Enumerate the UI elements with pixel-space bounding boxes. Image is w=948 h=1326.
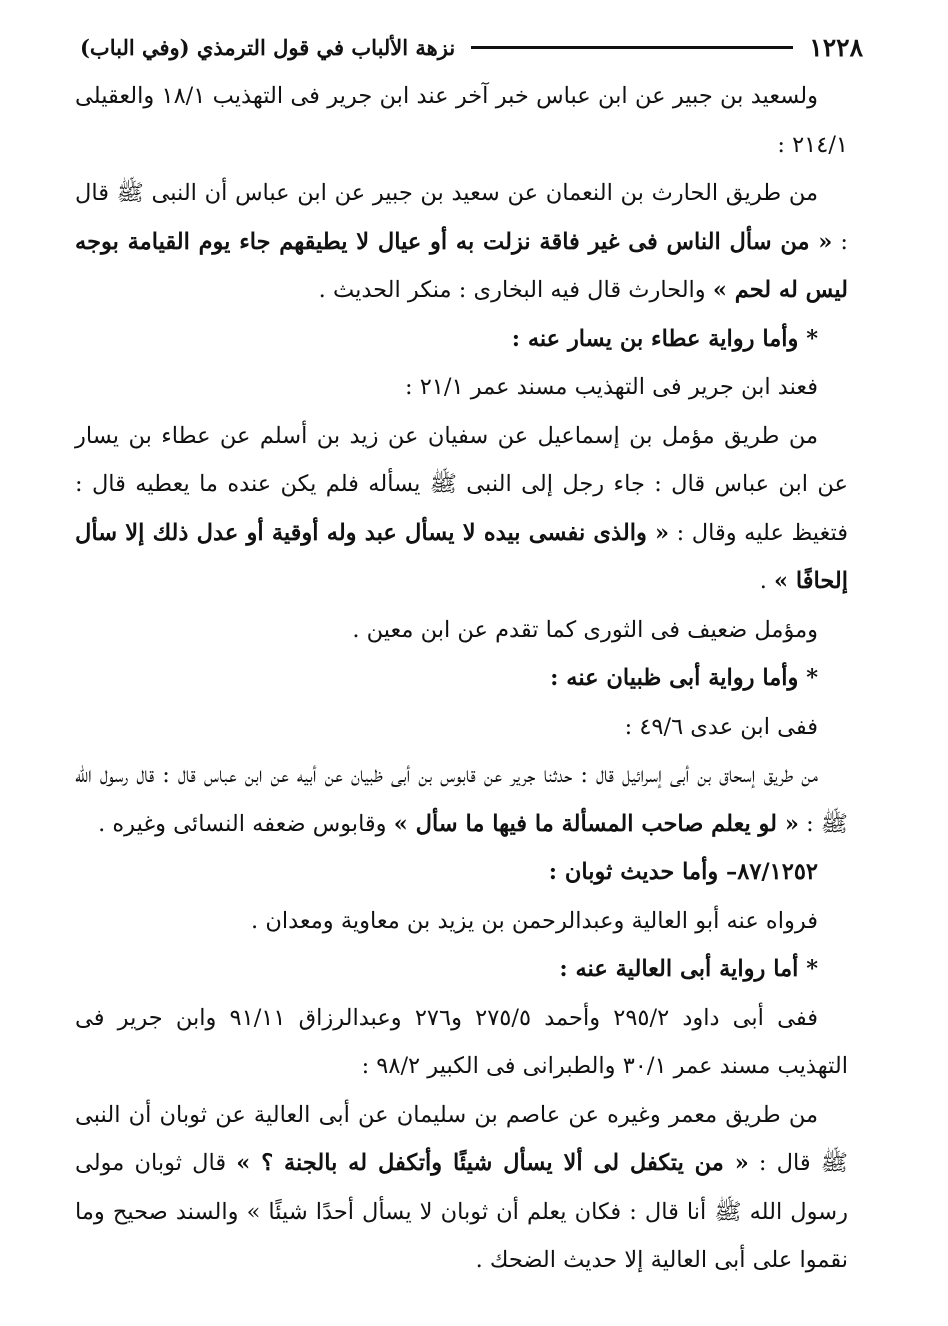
header-rule (471, 46, 793, 49)
running-title: نزهة الألباب في قول الترمذي (وفي الباب) (80, 34, 456, 60)
quoted-hadith-text: وأما رواية أبى ظبيان عنه : (550, 665, 799, 691)
text-run: وقابوس ضعفه النسائى وغيره . (98, 810, 394, 837)
text-run: والحارث قال فيه البخارى : منكر الحديث . (318, 277, 713, 303)
text-run: من طريق الحارث بن النعمان عن سعيد بن جبير عن ابن عباس أن النبى ﷺ قال : (75, 180, 848, 255)
text-run: قال ثوبان مولى رسول الله ﷺ أنا قال : فكان يعلم أن ثوبان لا يسأل أحدًا شيئًا » والسند صحيح وما نقموا على أبى العالية إلا حديث الضحك . (75, 1150, 848, 1273)
quoted-hadith-text: « من سأل الناس فى غير فاقة نزلت به أو عيال لا يطيقهم جاء يوم القيامة بوجه ليس له لحم » (75, 228, 848, 303)
section-heading (75, 315, 848, 364)
paragraph (75, 72, 848, 169)
asterisk-marker: * (806, 956, 818, 982)
text-run: . (759, 568, 774, 594)
section-heading (75, 848, 848, 897)
paragraph (75, 1091, 848, 1285)
paragraph (75, 169, 848, 315)
text-run: ومؤمل ضعيف فى الثورى كما تقدم عن ابن معين . (352, 616, 818, 643)
asterisk-marker: * (806, 665, 818, 691)
text-run: فعند ابن جرير فى التهذيب مسند عمر ٢١/١ : (404, 374, 818, 400)
section-heading (75, 654, 848, 703)
paragraph (75, 363, 848, 412)
quoted-hadith-text: وأما رواية عطاء بن يسار عنه : (511, 325, 799, 352)
section-heading (75, 945, 848, 994)
text-run: ففى أبى داود ٢٩٥/٢ وأحمد ٢٧٥/٥ و٢٧٦ وعبدالرزاق ٩١/١١ وابن جرير فى التهذيب مسند عمر ٣٠/١ والطبرانى فى الكبير ٩٨/٢ : (75, 1004, 848, 1079)
paragraph (75, 703, 848, 752)
asterisk-marker: * (806, 325, 818, 352)
text-run: ولسعيد بن جبير عن ابن عباس خبر آخر عند ابن جرير فى التهذيب ١٨/١ والعقيلى ٢١٤/١ : (75, 83, 848, 158)
quoted-hadith-text: « لو يعلم صاحب المسألة ما فيها ما سأل » (393, 810, 799, 837)
paragraph (75, 412, 848, 606)
paragraph (75, 897, 848, 946)
text-run: ففى ابن عدى ٤٩/٦ : (624, 713, 818, 740)
text-run: من طريق إسحاق بن أبى إسرائيل قال : حدثنا جرير عن قابوس بن أبى ظبيان عن أبيه عن ابن عباس قال : قال رسول الله ﷺ : (75, 762, 848, 837)
page-header (80, 30, 863, 64)
text-run: من طريق معمر وغيره عن عاصم بن سليمان عن أبى العالية عن ثوبان أن النبى ﷺ قال : (75, 1101, 848, 1176)
paragraph (75, 751, 848, 848)
quoted-hadith-text: « والذى نفسى بيده لا يسأل عبد وله أوقية أو عدل ذلك إلا سأل إلحافًا » (75, 519, 848, 594)
page-body (75, 72, 848, 1285)
quoted-hadith-text: « من يتكفل لى ألا يسأل شيئًا وأتكفل له بالجنة ؟ » (236, 1150, 749, 1176)
text-run: من طريق مؤمل بن إسماعيل عن سفيان عن زيد بن أسلم عن عطاء بن يسار عن ابن عباس قال : جاء رجل إلى النبى ﷺ يسأله فلم يكن عنده ما يعطيه قال : فتغيظ عليه وقال : (75, 422, 848, 546)
paragraph (75, 606, 848, 655)
text-run: فرواه عنه أبو العالية وعبدالرحمن بن يزيد بن معاوية ومعدان . (251, 907, 818, 934)
quoted-hadith-text: ٨٧/١٢٥٢– وأما حديث ثوبان : (548, 859, 818, 885)
quoted-hadith-text: أما رواية أبى العالية عنه : (559, 956, 799, 982)
paragraph (75, 994, 848, 1091)
page-number: ١٢٢٨ (809, 32, 863, 62)
